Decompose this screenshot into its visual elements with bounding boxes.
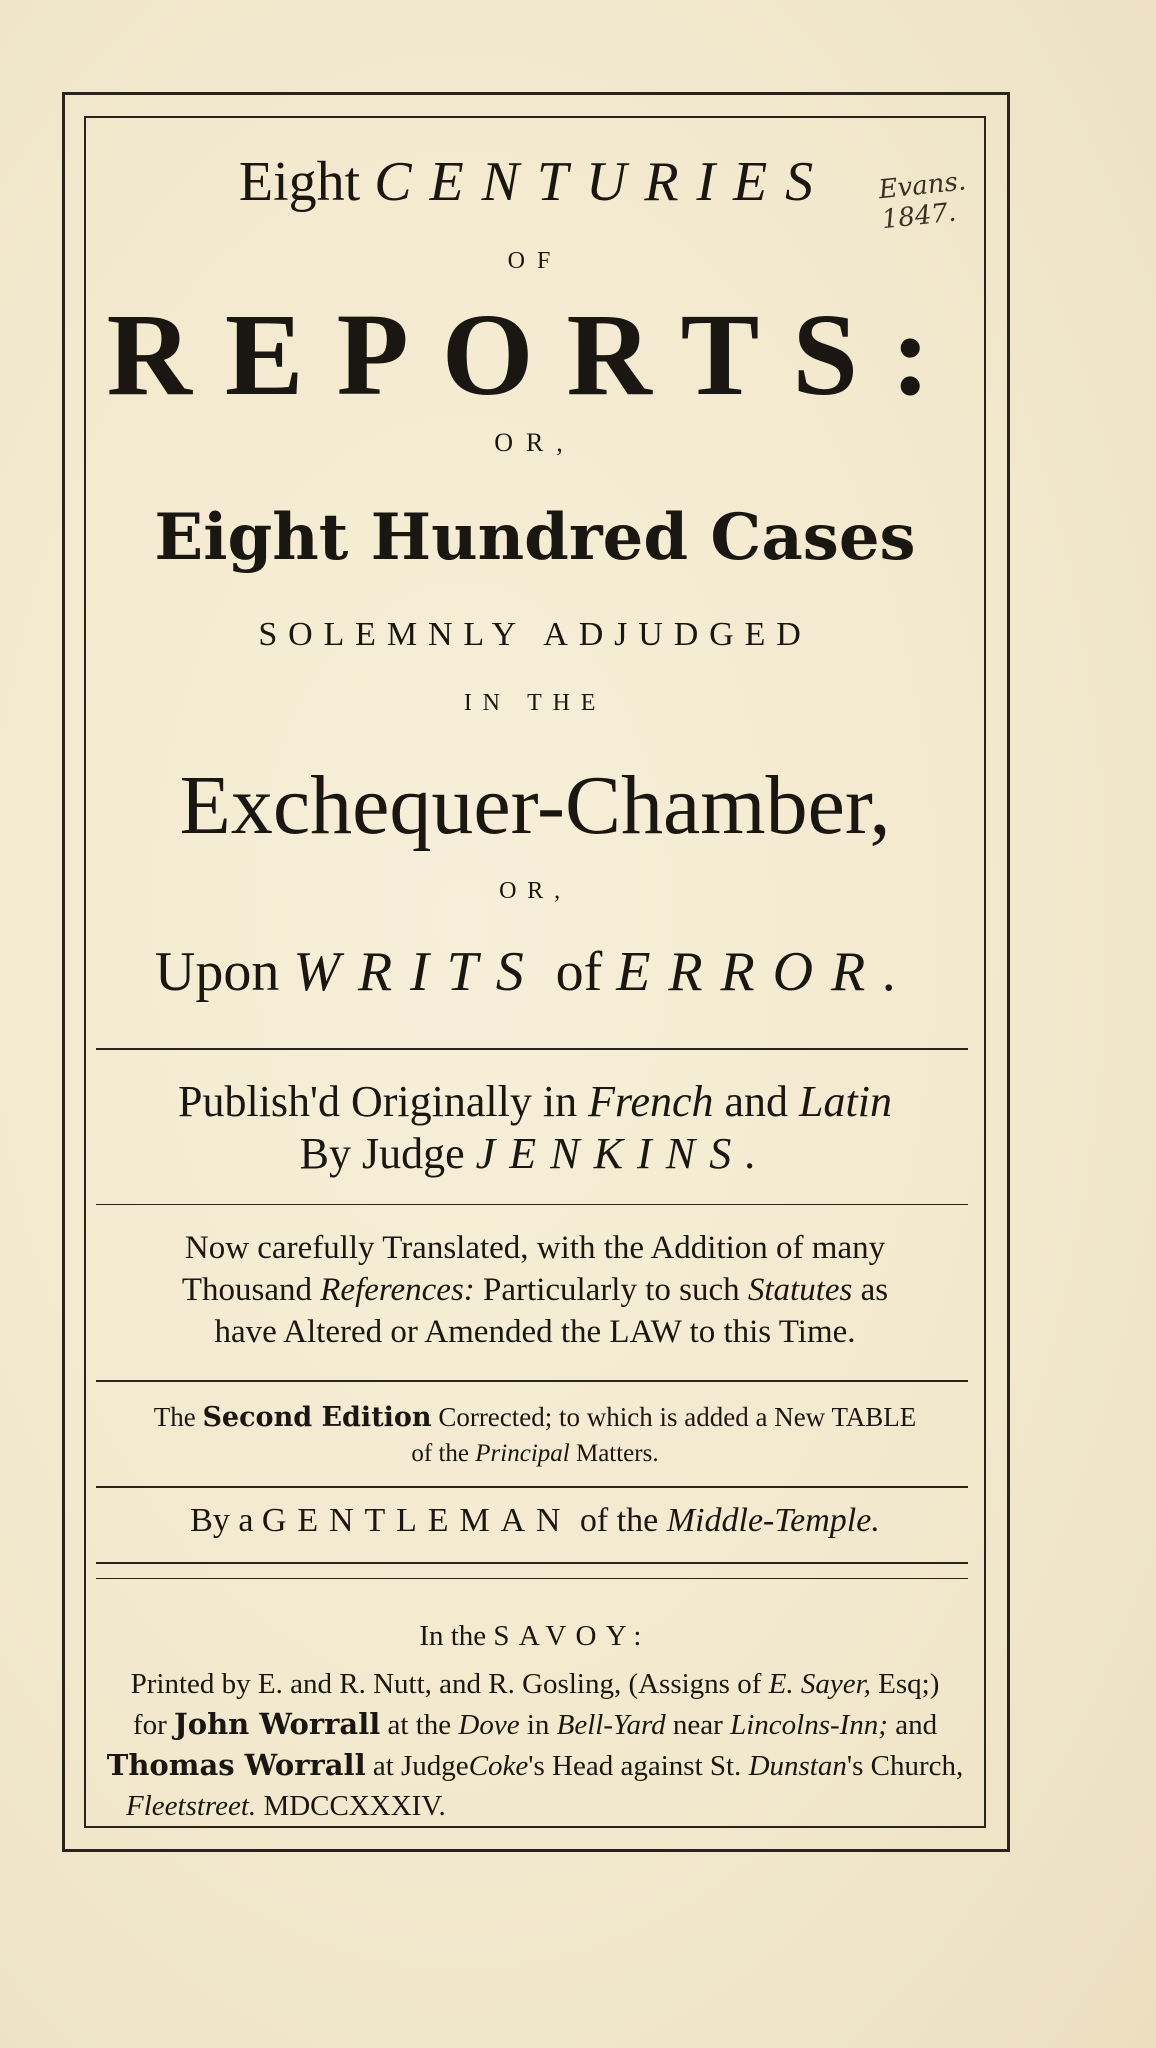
- fleetstreet: Fleetstreet.: [126, 1790, 257, 1822]
- imprint-block: [96, 1664, 974, 1826]
- of-the-text-2: of the: [579, 1502, 659, 1539]
- statutes-word: Statutes: [747, 1272, 853, 1308]
- as-word: as: [860, 1272, 889, 1308]
- and-word-2: and: [895, 1709, 938, 1741]
- jenkins-name: JENKINS.: [475, 1129, 771, 1178]
- particularly-text: Particularly to such: [483, 1272, 740, 1308]
- for-word: for: [132, 1709, 167, 1741]
- translated-line-2: [84, 1272, 986, 1309]
- imprint-line-2: [96, 1704, 974, 1745]
- translated-line-1: Now carefully Translated, with the Addition of many: [184, 1230, 886, 1266]
- principal-word: Principal: [475, 1440, 570, 1467]
- lincolns-inn: Lincolns-Inn;: [730, 1709, 888, 1741]
- margin-handwritten-note: Evans. 1847.: [877, 166, 968, 236]
- head-against-text: 's Head against St.: [528, 1750, 742, 1782]
- in-word: in: [526, 1709, 550, 1741]
- date-mdccxxxiv: MDCCXXXIV.: [263, 1790, 446, 1822]
- john-worrall: John Worrall: [174, 1707, 381, 1741]
- published-line-1: [84, 1076, 986, 1127]
- title-upon-writs: [84, 940, 986, 1004]
- title-eight: Eight: [238, 151, 361, 213]
- title-in-the: IN THE: [463, 690, 607, 716]
- author-line: [84, 1502, 986, 1540]
- title-centuries: CENTURIES: [374, 151, 832, 213]
- the-word: The: [153, 1402, 196, 1432]
- printed-by-text: Printed by E. and R. Nutt, and R. Gosling, (Assigns of: [130, 1668, 762, 1700]
- middle-temple: Middle-Temple.: [666, 1502, 880, 1539]
- divider-3: [96, 1380, 968, 1382]
- gentleman-word: GENTLEMAN: [261, 1502, 572, 1539]
- upon-word: Upon: [154, 941, 280, 1003]
- imprint-line-3: [96, 1745, 974, 1786]
- at-the-text: at the: [387, 1709, 452, 1741]
- near-word: near: [672, 1709, 723, 1741]
- in-the-text: In the: [419, 1620, 487, 1652]
- references-word: References:: [320, 1272, 475, 1308]
- imprint-line-4: [96, 1786, 974, 1826]
- title-solemnly-adjudged: SOLEMNLY ADJUDGED: [258, 616, 812, 653]
- divider-2: [96, 1204, 968, 1205]
- divider-5: [96, 1562, 968, 1564]
- at-judge-text: at Judge: [372, 1750, 469, 1782]
- title-or-2: OR,: [499, 878, 571, 904]
- divider-6: [96, 1578, 968, 1579]
- edition-line-1: [84, 1402, 986, 1433]
- title-of: OF: [507, 248, 563, 274]
- latin-word: Latin: [799, 1077, 892, 1126]
- writs-word: WRITS: [293, 941, 542, 1003]
- sayer-name: E. Sayer,: [768, 1668, 871, 1700]
- by-a-text: By a: [190, 1502, 254, 1539]
- thomas-worrall: Thomas Worrall: [106, 1748, 366, 1782]
- title-or-1: OR,: [494, 428, 576, 457]
- published-line-2: [84, 1128, 986, 1179]
- title-eight-hundred-cases: Eight Hundred Cases: [154, 500, 916, 575]
- coke-name: Coke: [468, 1750, 529, 1782]
- church-text: 's Church,: [846, 1750, 964, 1782]
- french-word: French: [588, 1077, 714, 1126]
- dunstan-name: Dunstan: [748, 1750, 847, 1782]
- thousand-word: Thousand: [181, 1272, 313, 1308]
- edition-line-2: [84, 1440, 986, 1468]
- dove-word: Dove: [458, 1709, 520, 1741]
- imprint-line-1: [96, 1664, 974, 1704]
- translated-line-3: have Altered or Amended the LAW to this Time.: [214, 1314, 856, 1350]
- esq-text: Esq;): [878, 1668, 940, 1700]
- title-line-1: [84, 150, 986, 214]
- published-text: Publish'd Originally in: [178, 1077, 578, 1126]
- divider-4: [96, 1486, 968, 1488]
- corrected-text: Corrected; to which is added a New TABLE: [438, 1402, 917, 1432]
- title-exchequer-chamber: Exchequer-Chamber,: [179, 759, 891, 852]
- second-edition: Second Edition: [202, 1402, 432, 1433]
- of-the-text: of the: [411, 1440, 470, 1467]
- bell-yard: Bell-Yard: [556, 1709, 666, 1741]
- imprint-place: [84, 1620, 986, 1653]
- savoy-word: SAVOY:: [493, 1620, 651, 1652]
- by-judge-text: By Judge: [299, 1129, 465, 1178]
- and-word: and: [724, 1077, 789, 1126]
- title-reports: REPORTS:: [106, 289, 964, 420]
- matters-word: Matters.: [575, 1440, 659, 1467]
- divider-1: [96, 1048, 968, 1050]
- error-word: ERROR.: [616, 941, 916, 1003]
- of-word: of: [555, 941, 603, 1003]
